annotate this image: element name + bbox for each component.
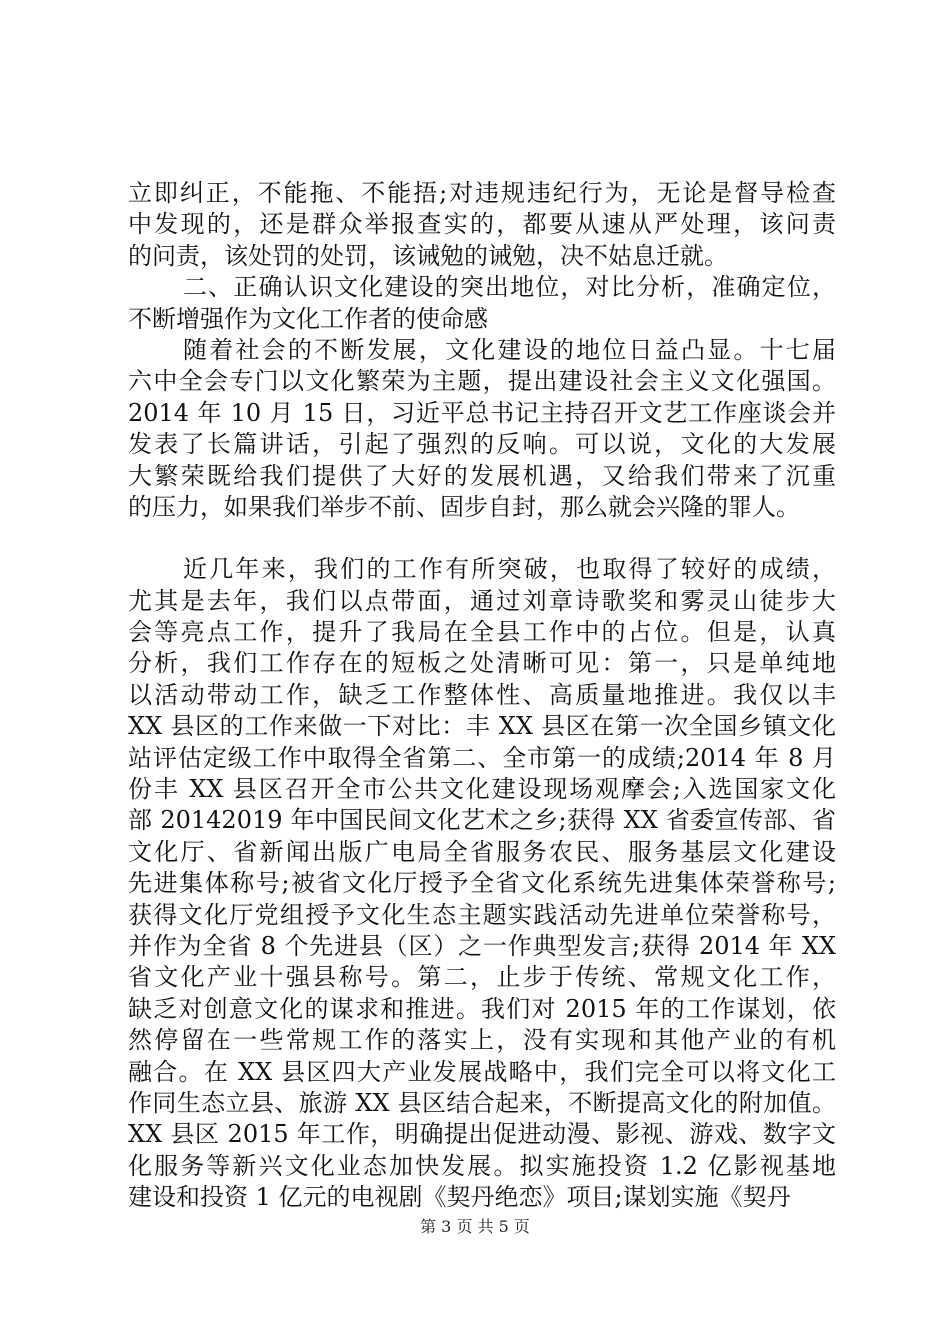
text-line: 文化厅、省新闻出版广电局全省服务农民、服务基层文化建设 (128, 837, 836, 866)
text-line: 随着社会的不断发展，文化建设的地位日益凸显。十七届 (183, 335, 836, 364)
text-line: 中发现的，还是群众举报查实的，都要从速从严处理，该问责 (128, 210, 836, 239)
text-line: XX 县区的工作来做一下对比：丰 XX 县区在第一次全国乡镇文化 (128, 712, 836, 741)
page-number: 第 3 页 共 5 页 (420, 1217, 530, 1236)
text-line: 会等亮点工作，提升了我局在全县工作中的占位。但是，认真 (128, 618, 836, 647)
text-line: 作同生态立县、旅游 XX 县区结合起来，不断提高文化的附加值。 (128, 1088, 836, 1117)
section-heading (128, 272, 836, 335)
text-line: 融合。在 XX 县区四大产业发展战略中，我们完全可以将文化工 (128, 1057, 836, 1086)
text-line: 省文化产业十强县称号。第二，止步于传统、常规文化工作， (128, 963, 836, 992)
paragraph (128, 178, 836, 272)
text-line: 2014 年 10 月 15 日，习近平总书记主持召开文艺工作座谈会并 (128, 398, 836, 427)
text-line: 尤其是去年，我们以点带面，通过刘章诗歌奖和雾灵山徒步大 (128, 586, 836, 615)
text-line: 发表了长篇讲话，引起了强烈的反响。可以说，文化的大发展 (128, 430, 836, 459)
text-line: 的问责，该处罚的处罚，该诫勉的诫勉，决不姑息迁就。 (128, 241, 728, 270)
text-line: 获得文化厅党组授予文化生态主题实践活动先进单位荣誉称号， (128, 900, 836, 929)
page-footer (0, 1217, 950, 1237)
text-line: 六中全会专门以文化繁荣为主题，提出建设社会主义文化强国。 (128, 367, 836, 396)
text-line: 建设和投资 1 亿元的电视剧《契丹绝恋》项目;谋划实施《契丹 (128, 1183, 791, 1212)
text-line: 缺乏对创意文化的谋求和推进。我们对 2015 年的工作谋划，依 (128, 994, 836, 1023)
text-line: 不断增强作为文化工作者的使命感 (128, 304, 488, 333)
text-line: 近几年来，我们的工作有所突破，也取得了较好的成绩， (183, 555, 836, 584)
text-line: 先进集体称号;被省文化厅授予全省文化系统先进集体荣誉称号; (128, 869, 836, 898)
text-line: 的压力，如果我们举步不前、固步自封，那么就会兴隆的罪人。 (128, 492, 800, 521)
paragraph (128, 554, 836, 1213)
text-line: 分析，我们工作存在的短板之处清晰可见：第一，只是单纯地 (128, 649, 836, 678)
text-line: 并作为全省 8 个先进县（区）之一作典型发言;获得 2014 年 XX (128, 931, 836, 960)
text-line: 二、正确认识文化建设的突出地位，对比分析，准确定位， (183, 273, 836, 302)
paragraph-gap (128, 523, 836, 554)
document-body (128, 178, 836, 1214)
text-line: 化服务等新兴文化业态加快发展。拟实施投资 1.2 亿影视基地 (128, 1151, 836, 1180)
text-line: 以活动带动工作，缺乏工作整体性、高质量地推进。我仅以丰 (128, 680, 836, 709)
text-line: 立即纠正，不能拖、不能捂;对违规违纪行为，无论是督导检查 (128, 179, 836, 207)
text-line: 然停留在一些常规工作的落实上，没有实现和其他产业的有机 (128, 1026, 836, 1055)
text-line: 份丰 XX 县区召开全市公共文化建设现场观摩会;入选国家文化 (128, 775, 836, 804)
text-line: 大繁荣既给我们提供了大好的发展机遇，又给我们带来了沉重 (128, 461, 836, 490)
text-line: 部 20142019 年中国民间文化艺术之乡;获得 XX 省委宣传部、省 (128, 806, 836, 835)
text-line: XX 县区 2015 年工作，明确提出促进动漫、影视、游戏、数字文 (128, 1120, 836, 1149)
paragraph (128, 335, 836, 523)
text-line: 站评估定级工作中取得全省第二、全市第一的成绩;2014 年 8 月 (128, 743, 836, 772)
